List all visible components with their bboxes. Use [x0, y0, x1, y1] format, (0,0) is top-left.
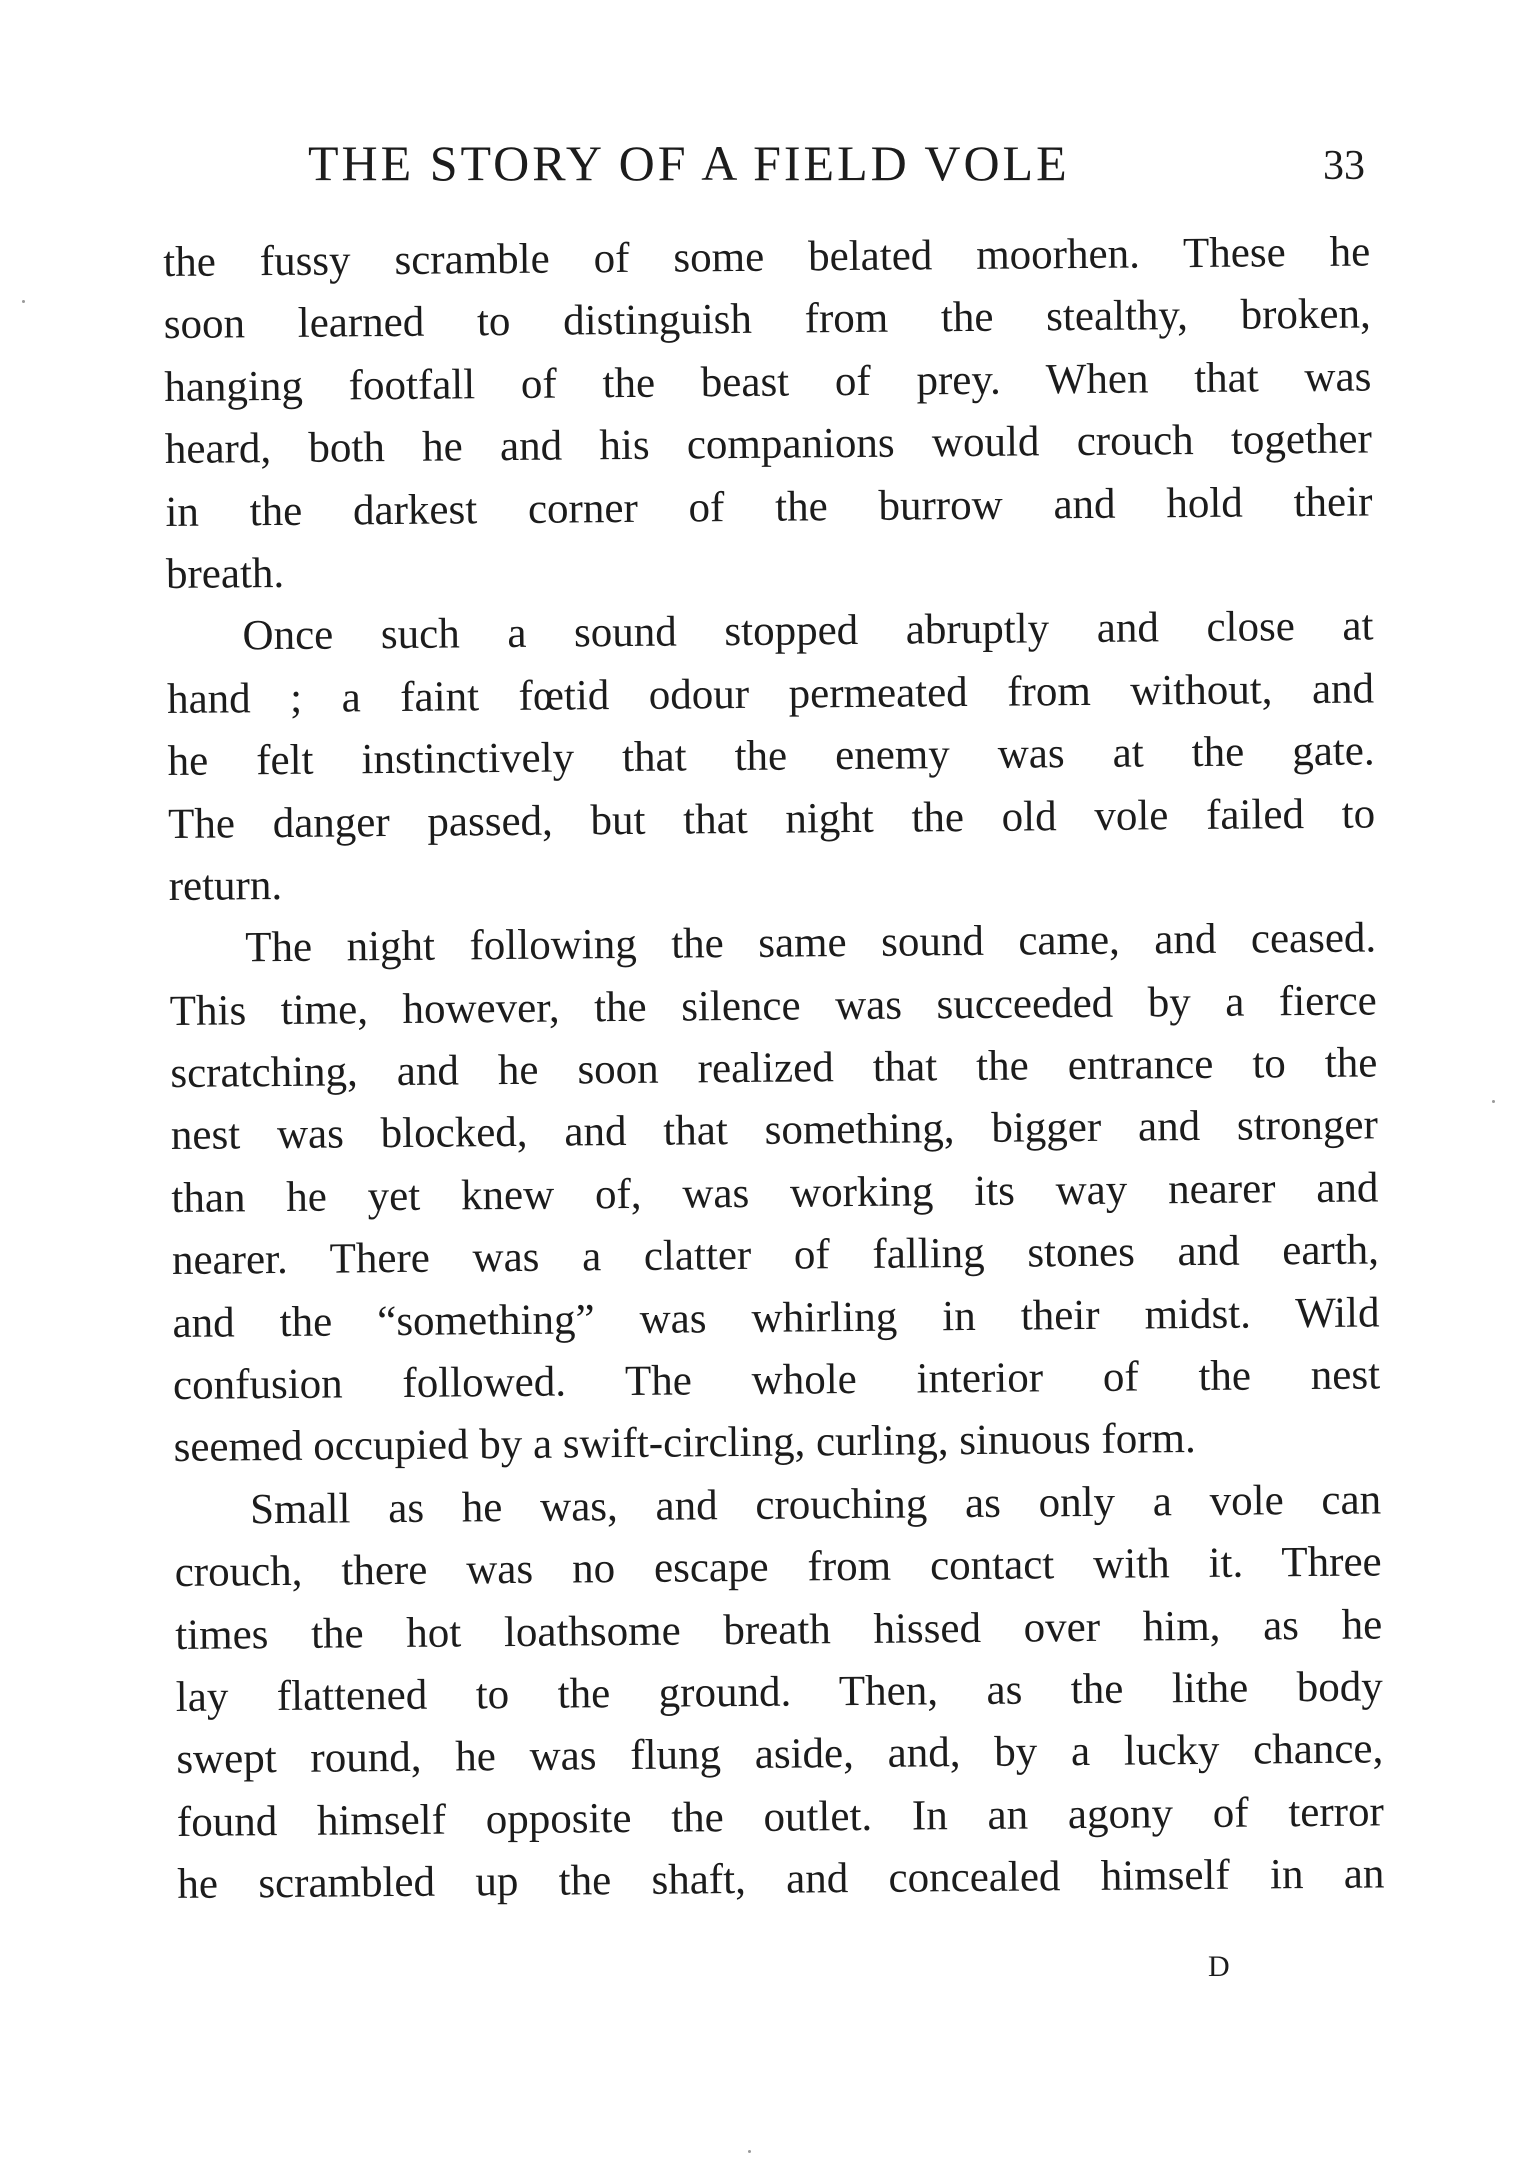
text-line: return.	[168, 861, 283, 910]
text-line: the fussy scramble of some belated moorhen. These he	[163, 228, 1371, 286]
text-line: in the darkest corner of the burrow and hold their	[165, 478, 1373, 536]
paragraph-first-line: Small as he was, and crouching as only a vole can	[249, 1476, 1382, 1534]
text-line: he scrambled up the shaft, and concealed himself in an	[177, 1850, 1385, 1909]
text-line: than he yet knew of, was working its way nearer and	[171, 1164, 1379, 1222]
text-line: This time, however, the silence was succeeded by a fierce	[169, 977, 1377, 1035]
paper-speck	[1492, 1100, 1495, 1103]
text-line: he felt instinctively that the enemy was at the gate.	[167, 727, 1375, 786]
text-line: crouch, there was no escape from contact with it. Three	[174, 1538, 1382, 1597]
page-number: 33	[1323, 143, 1365, 189]
running-title: THE STORY OF A FIELD VOLE	[308, 135, 1070, 191]
text-line: lay flattened to the ground. Then, as the lithe body	[175, 1663, 1383, 1721]
text-line: times the hot loathsome breath hissed over him, as he	[175, 1601, 1383, 1659]
text-line: found himself opposite the outlet. In an agony of terror	[176, 1788, 1385, 1846]
text-line: hand ; a faint fœtid odour permeated from without, and	[166, 665, 1375, 723]
text-line: nest was blocked, and that something, bigger and stronger	[170, 1101, 1379, 1160]
text-line: The danger passed, but that night the old vole failed to	[167, 789, 1376, 848]
signature-mark: D	[1208, 1950, 1231, 1983]
text-line: seemed occupied by a swift-circling, curling, sinuous form.	[173, 1415, 1196, 1472]
text-line: scratching, and he soon realized that the entrance to the	[170, 1039, 1378, 1098]
paper-speck	[748, 2150, 751, 2153]
text-line: heard, both he and his companions would crouch together	[164, 415, 1373, 474]
paragraph-first-line: The night following the same sound came, and ceased.	[245, 914, 1377, 972]
text-line: swept round, he was flung aside, and, by a lucky chance,	[176, 1725, 1384, 1784]
text-line: confusion followed. The whole interior of the nest	[172, 1351, 1381, 1409]
text-line: breath.	[165, 549, 285, 598]
text-line: and the “something” was whirling in their midst. Wild	[172, 1289, 1380, 1347]
text-line: hanging footfall of the beast of prey. When that was	[164, 353, 1372, 411]
paper-speck	[22, 300, 25, 303]
body-text	[163, 221, 1385, 1916]
paragraph-first-line: Once such a sound stopped abruptly and close at	[242, 602, 1374, 660]
text-line: nearer. There was a clatter of falling stones and earth,	[171, 1226, 1380, 1285]
page-header	[160, 128, 1365, 208]
text-line: soon learned to distinguish from the stealthy, broken,	[163, 290, 1371, 349]
